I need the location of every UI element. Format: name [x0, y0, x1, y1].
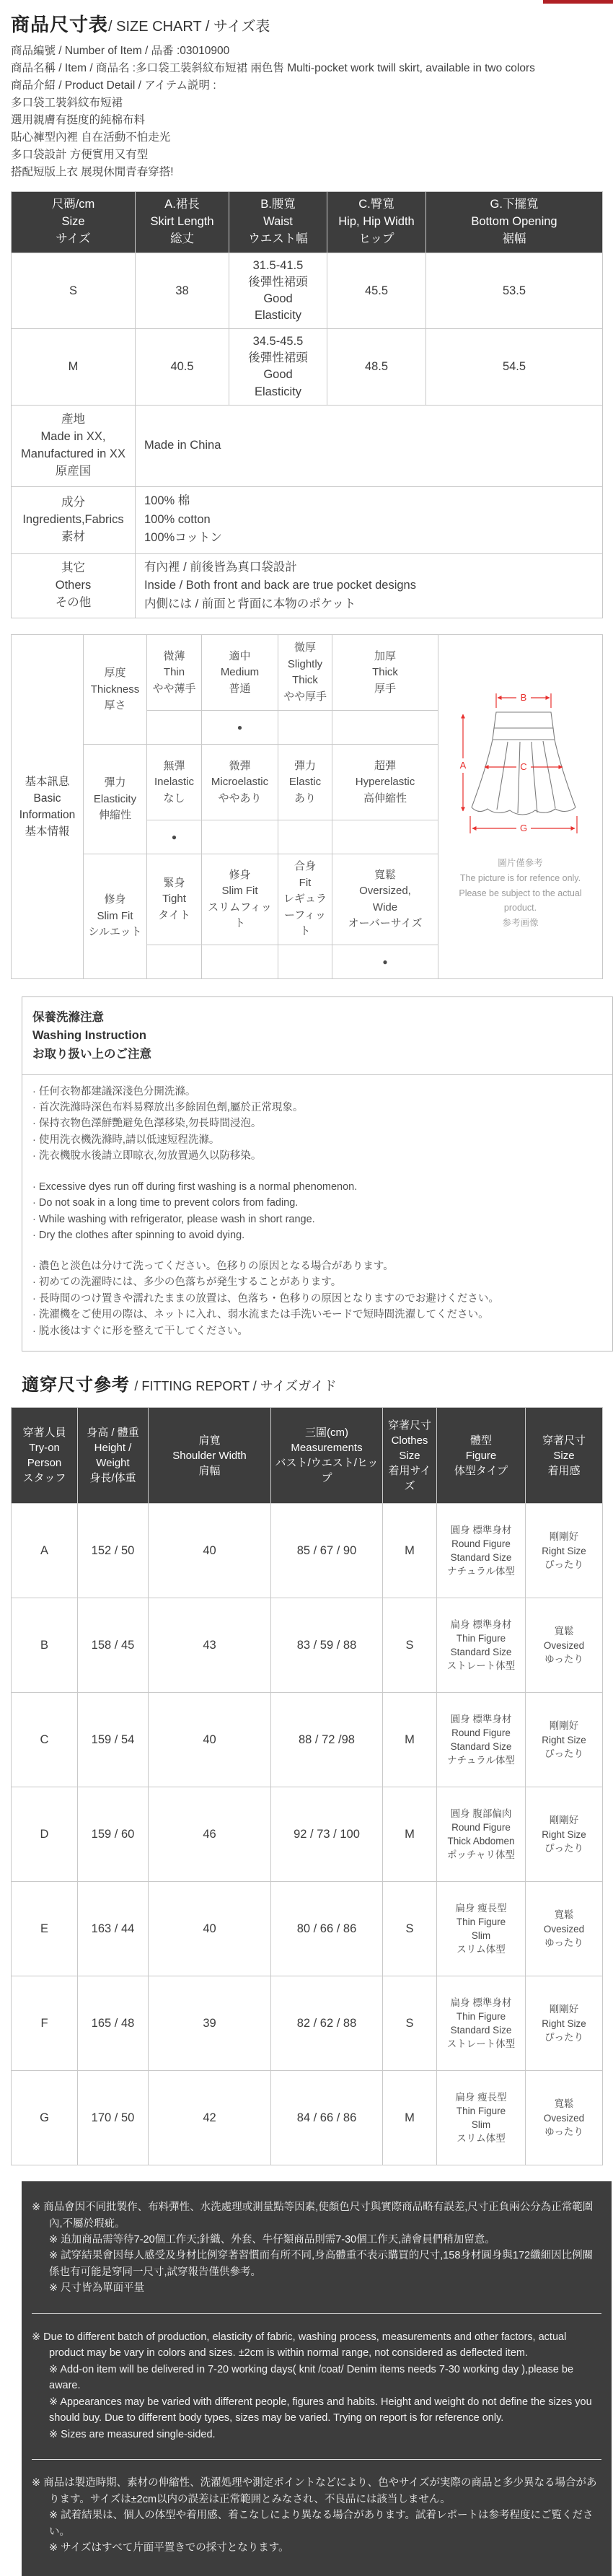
thickness-row [12, 635, 603, 711]
fit-option: 修身 Slim Fit スリムフィット [202, 854, 278, 945]
figure-cell: 圓身 標準身材 Round Figure Standard Size ナチュラル体型 [437, 1693, 526, 1787]
height-weight-cell: 159 / 54 [78, 1693, 149, 1787]
measurements-cell: 84 / 66 / 86 [271, 2071, 383, 2165]
shoulder-cell: 40 [149, 1504, 271, 1598]
dot-cell [202, 820, 278, 854]
fit-option: 緊身 Tight タイト [147, 854, 202, 945]
bottom-cell: 53.5 [426, 253, 603, 328]
ingredients-label: 成分 Ingredients,Fabrics 素材 [12, 486, 136, 553]
clothes-size-cell: M [383, 1787, 437, 1882]
size-cell: S [12, 253, 136, 328]
others-label: 其它 Others その他 [12, 553, 136, 618]
washing-lines-jp: · 濃色と淡色は分けて洗ってください。色移りの原因となる場合があります。 · 初めての洗濯時には、多少の色落ちが発生することがあります。 · 長時間のつけ置きや濡れたままの放置は、色落ち・色移りの原因となりますのでお避けください。 · 洗濯機をご使用の際は、ネットに入れ、弱水流または手洗いモードで短時間洗濯してください。 · 脱水後はすぐに形を整えて干してください。 [32, 1260, 499, 1337]
height-weight-cell: 163 / 44 [78, 1882, 149, 1976]
fitting-row-d [12, 1787, 603, 1882]
size-header-bottom: G.下擺寬 Bottom Opening 裾幅 [426, 192, 603, 253]
footer-line: ※ Due to different batch of production, elasticity of fabric, washing process, measurements and other factors, actual product may be vary in colors and sizes. ±2cm is within normal range, not considered as deflected item. ※ Add-on item will be delivered in 7-20 working days( knit /coat/ Denim items needs 7-30 working day ),please be aware. ※ Appearances may be varied with different people, figures and habits. Height and weight do not define the sizes you should buy. Due to different body types, sizes may be varied. Trying on report is for reference only. ※ Sizes are measured single-sided. [32, 2331, 592, 2440]
shoulder-cell: 42 [149, 2071, 271, 2165]
height-weight-cell: 158 / 45 [78, 1598, 149, 1693]
basic-info-group-label: 基本訊息 Basic Information 基本情報 [12, 635, 84, 979]
thickness-option: 加厚 Thick 厚手 [332, 635, 438, 711]
washing-body [22, 1075, 612, 1351]
person-cell: D [12, 1787, 78, 1882]
size-header-hip: C.臀寬 Hip, Hip Width ヒップ [327, 192, 426, 253]
dot-cell-selected: ● [332, 945, 438, 978]
waist-cell: 34.5-45.5 後彈性裙頭 Good Elasticity [229, 329, 327, 405]
thickness-option: 微薄 Thin やや薄手 [147, 635, 202, 711]
hip-cell: 45.5 [327, 253, 426, 328]
shoulder-cell: 46 [149, 1787, 271, 1882]
figure-cell: 圓身 標準身材 Round Figure Standard Size ナチュラル体型 [437, 1504, 526, 1598]
fitting-header-figure: 體型 Figure 体型タイプ [437, 1408, 526, 1504]
scroll-progress-bar [543, 0, 613, 4]
skirt-length-cell: 40.5 [136, 329, 229, 405]
origin-value: Made in China [136, 405, 603, 486]
fitting-header-clothes-size: 穿著尺寸 Clothes Size 着用サイズ [383, 1408, 437, 1504]
dot-cell [332, 711, 438, 745]
dot-cell [147, 945, 202, 978]
shoulder-cell: 40 [149, 1882, 271, 1976]
clothes-size-cell: M [383, 1504, 437, 1598]
dot-cell [278, 820, 332, 854]
fitting-title-suffix: / FITTING REPORT / サイズガイド [134, 1379, 337, 1394]
size-row-m [12, 329, 603, 405]
fit-option: 合身 Fit レギュラーフィット [278, 854, 332, 945]
clothes-size-cell: S [383, 1976, 437, 2071]
origin-row [12, 405, 603, 486]
others-row [12, 553, 603, 618]
diagram-note: 圖片僅參考 The picture is for refence only. Please be subject to the actual product. 参考画像 [459, 858, 582, 928]
shoulder-cell: 43 [149, 1598, 271, 1693]
figure-cell: 扁身 標準身材 Thin Figure Standard Size ストレート体型 [437, 1976, 526, 2071]
feel-cell: 剛剛好 Right Size ぴったり [526, 1504, 603, 1598]
thickness-option: 適中 Medium 普通 [202, 635, 278, 711]
fitting-row-e [12, 1882, 603, 1976]
fitting-row-g [12, 2071, 603, 2165]
ingredients-row [12, 486, 603, 553]
hip-cell: 48.5 [327, 329, 426, 405]
skirt-diagram-cell [438, 635, 603, 979]
clothes-size-cell: S [383, 1882, 437, 1976]
footer-notes-jp [32, 2459, 601, 2572]
ingredients-value: 100% 棉 100% cotton 100%コットン [136, 486, 603, 553]
thickness-label: 厚度 Thickness 厚さ [84, 635, 147, 745]
height-weight-cell: 159 / 60 [78, 1787, 149, 1882]
shoulder-cell: 40 [149, 1693, 271, 1787]
dot-cell [147, 711, 202, 745]
dot-cell [278, 711, 332, 745]
fitting-header-height-weight: 身高 / 體重 Height / Weight 身長/体重 [78, 1408, 149, 1504]
person-cell: B [12, 1598, 78, 1693]
clothes-size-cell: M [383, 2071, 437, 2165]
dot-cell [202, 945, 278, 978]
label-b: B [520, 691, 527, 703]
dot-cell-selected: ● [147, 820, 202, 854]
shoulder-cell: 39 [149, 1976, 271, 2071]
skirt-measurement-diagram [441, 670, 604, 844]
washing-lines-en: · Excessive dyes run off during first washing is a normal phenomenon. · Do not soak in a long time to prevent colors from fading. · While washing with refrigerator, please wash in short range. · Dry the clothes after spinning to avoid dying. [32, 1180, 358, 1242]
size-table [11, 191, 603, 618]
dot-cell-selected: ● [202, 711, 278, 745]
dot-cell [278, 945, 332, 978]
height-weight-cell: 170 / 50 [78, 2071, 149, 2165]
clothes-size-cell: S [383, 1598, 437, 1693]
person-cell: F [12, 1976, 78, 2071]
footer-notes-zh [32, 2184, 601, 2313]
origin-label: 產地 Made in XX, Manufactured in XX 原産国 [12, 405, 136, 486]
product-info-lines: 商品編號 / Number of Item / 品番 :03010900 商品名稱 / Item / 商品名 :多口袋工裝斜紋布短裙 兩色售 Multi-pocket work twill skirt, available in two colors 商品介紹 / Product Detail / アイテム説明 : 多口袋工裝斜紋布短裙 選用親膚有挺度的純棉布料 貼心褲型內裡 自在活動不怕走光 多口袋設計 方便實用又有型 搭配短版上衣 展現休閒青春穿搭! [11, 45, 535, 179]
dot-cell [332, 820, 438, 854]
measurements-cell: 80 / 66 / 86 [271, 1882, 383, 1976]
page-title-suffix: / SIZE CHART / サイズ表 [108, 19, 270, 35]
basic-info-table [11, 634, 603, 979]
thickness-option: 微厚 Slightly Thick やや厚手 [278, 635, 332, 711]
skirt-length-cell: 38 [136, 253, 229, 328]
measurements-cell: 82 / 62 / 88 [271, 1976, 383, 2071]
feel-cell: 寬鬆 Ovesized ゆったり [526, 1598, 603, 1693]
fitting-header-row [12, 1408, 603, 1504]
height-weight-cell: 165 / 48 [78, 1976, 149, 2071]
fitting-row-f [12, 1976, 603, 2071]
waist-cell: 31.5-41.5 後彈性裙頭 Good Elasticity [229, 253, 327, 328]
figure-cell: 扁身 標準身材 Thin Figure Standard Size ストレート体型 [437, 1598, 526, 1693]
size-header-skirt-length: A.裙長 Skirt Length 総丈 [136, 192, 229, 253]
fitting-title-zh: 適穿尺寸參考 [22, 1375, 130, 1396]
washing-instructions-box [22, 996, 613, 1351]
fitting-row-c [12, 1693, 603, 1787]
size-cell: M [12, 329, 136, 405]
size-header-waist: B.腰寬 Waist ウエスト幅 [229, 192, 327, 253]
measurements-cell: 92 / 73 / 100 [271, 1787, 383, 1882]
fitting-report-table [11, 1407, 603, 2165]
figure-cell: 圓身 腹部偏肉 Round Figure Thick Abdomen ポッチャリ体型 [437, 1787, 526, 1882]
feel-cell: 剛剛好 Right Size ぴったり [526, 1693, 603, 1787]
fitting-header-measurements: 三圍(cm) Measurements バスト/ウエスト/ヒップ [271, 1408, 383, 1504]
footer-notes-en [32, 2313, 601, 2459]
fitting-report-title [22, 1370, 591, 1396]
footer-line: ※ 商品は製造時期、素材の伸縮性、洗濯処理や測定ポイントなどにより、色やサイズが実際の商品と多少異なる場合があります。サイズは±2cm以内の誤差は正常範囲とみなされ、不良品には該当しません。 ※ 試着結果は、個人の体型や着用感、着こなしにより異なる場合があります。試着レポートは参考程度にご覧ください。 ※ サイズはすべて片面平置きでの採寸となります。 [32, 2477, 597, 2554]
size-table-header-row [12, 192, 603, 253]
feel-cell: 剛剛好 Right Size ぴったり [526, 1976, 603, 2071]
elasticity-option: 微彈 Microelastic ややあり [202, 745, 278, 820]
footer-notes [22, 2181, 612, 2575]
person-cell: A [12, 1504, 78, 1598]
elasticity-option: 超彈 Hyperelastic 高伸縮性 [332, 745, 438, 820]
feel-cell: 剛剛好 Right Size ぴったり [526, 1787, 603, 1882]
elasticity-option: 無彈 Inelastic なし [147, 745, 202, 820]
label-g: G [519, 822, 528, 833]
page-title-zh: 商品尺寸表 [11, 14, 109, 35]
measurements-cell: 83 / 59 / 88 [271, 1598, 383, 1693]
fitting-row-a [12, 1504, 603, 1598]
feel-cell: 寬鬆 Ovesized ゆったり [526, 2071, 603, 2165]
height-weight-cell: 152 / 50 [78, 1504, 149, 1598]
washing-lines-zh: · 任何衣物都建議深淺色分開洗滌。 · 首次洗滌時深色布料易釋放出多餘固色劑,屬於正常現象。 · 保持衣物色澤鮮艷避免色澤移染,勿長時間浸泡。 · 使用洗衣機洗滌時,請以低速短程洗滌。 · 洗衣機脫水後請立即晾衣,勿放置過久以防移染。 [32, 1085, 304, 1162]
clothes-size-cell: M [383, 1693, 437, 1787]
size-header-size: 尺碼/cm Size サイズ [12, 192, 136, 253]
figure-cell: 扁身 瘦長型 Thin Figure Slim スリム体型 [437, 2071, 526, 2165]
fitting-header-person: 穿著人員 Try-on Person スタッフ [12, 1408, 78, 1504]
measurements-cell: 85 / 67 / 90 [271, 1504, 383, 1598]
label-c: C [520, 761, 527, 772]
washing-title: 保養洗滌注意 Washing Instruction お取り扱い上のご注意 [22, 997, 612, 1075]
fit-option: 寬鬆 Oversized, Wide オーバーサイズ [332, 854, 438, 945]
others-value: 有內裡 / 前後皆為真口袋設計 Inside / Both front and back are true pocket designs 内側には / 前面と背面に本物のポケット [136, 553, 603, 618]
elasticity-label: 彈力 Elasticity 伸縮性 [84, 745, 147, 854]
feel-cell: 寬鬆 Ovesized ゆったり [526, 1882, 603, 1976]
person-cell: C [12, 1693, 78, 1787]
size-row-s [12, 253, 603, 328]
footer-line: ※ 商品會因不同批製作、布料彈性、水洗處理或測量點等因素,使顏色尺寸與實際商品略有誤差,尺寸正負兩公分為正常範圍內,不屬於瑕疵。 ※ 追加商品需等待7-20個工作天;針織、外套、牛仔類商品則需7-30個工作天,請會員們稍加留意。 ※ 試穿結果會因每人感受及身材比例穿著習慣而有所不同,身高體重不表示購買的尺寸,158身材圓身與172纖細因比例關係也有可能是穿同一尺寸,試穿報告僅供參考。 ※ 尺寸皆為單面平量 [32, 2202, 594, 2295]
person-cell: G [12, 2071, 78, 2165]
fitting-header-feel: 穿著尺寸 Size 着用感 [526, 1408, 603, 1504]
fitting-header-shoulder: 肩寬 Shoulder Width 肩幅 [149, 1408, 271, 1504]
bottom-cell: 54.5 [426, 329, 603, 405]
figure-cell: 扁身 瘦長型 Thin Figure Slim スリム体型 [437, 1882, 526, 1976]
elasticity-option: 彈力 Elastic あり [278, 745, 332, 820]
label-a: A [459, 759, 467, 771]
person-cell: E [12, 1882, 78, 1976]
measurements-cell: 88 / 72 /98 [271, 1693, 383, 1787]
page-title [11, 10, 602, 37]
fitting-row-b [12, 1598, 603, 1693]
fit-label: 修身 Slim Fit シルエット [84, 854, 147, 979]
